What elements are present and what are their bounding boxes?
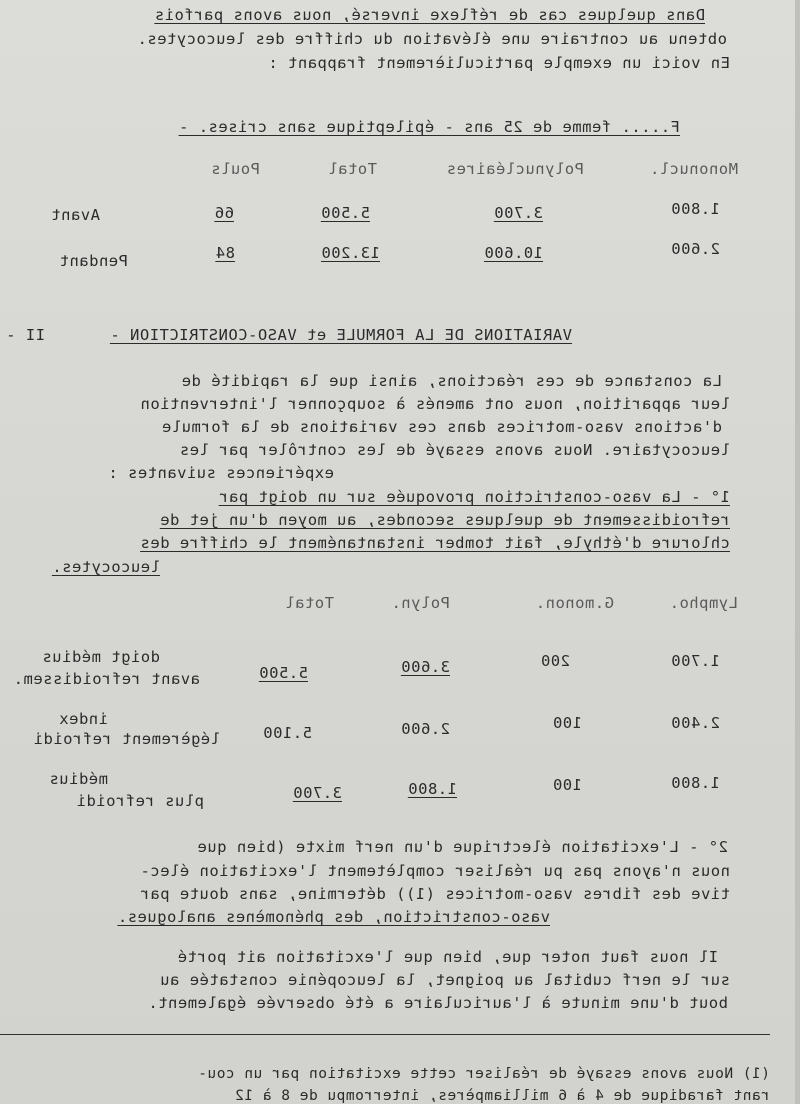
exp1-row-label: doigt médius [42,648,160,666]
exp1-line-1: 1° - La vaso-constriction provoquée sur un doigt par [218,488,730,506]
case-header-pouls: Pouls [210,160,260,178]
exp1-cell: 1.800 [670,774,720,792]
exp1-cell: 100 [552,714,582,732]
case-row-label: Pendant [59,252,128,270]
exp1-cell: 200 [540,652,570,670]
exp1-header-lympho: Lympho. [669,594,738,612]
exp1-line-3: chlorure d'éthyle, fait tomber instantanément le chiffre des [140,534,730,552]
footnote-line-2: rant faradique de 4 à 6 milliampères, interrompu de 8 à 12 [234,1088,770,1104]
exp1-cell: 2.600 [400,720,450,738]
exp2-line-3: tive des fibres vaso-motrices (1)) détermine, sans doute par [140,885,730,903]
para1-line-3: d'actions vaso-motrices dans ces variations de la formule [161,418,722,436]
case-cell: 66 [214,204,234,222]
exp2-line-2: nous n'ayons pas pu réaliser complètement l'excitation élec- [140,862,730,880]
exp1-row-label: médius [49,770,108,788]
exp1-row-label: plus refroidi [76,792,204,810]
page-edge [795,0,800,1104]
case-cell: 1.800 [670,200,720,218]
case-cell: 5.500 [320,204,370,222]
case-cell: 2.600 [670,240,720,258]
case-cell: 3.700 [493,204,543,222]
case-header-mono: Mononucl. [649,160,738,178]
exp1-header-total: Total [284,594,334,612]
case-header-poly: Polynucléaires [446,160,584,178]
case-cell: 13.200 [321,244,380,262]
para2-line-2: sur le nerf cubital au poignet, la leucopénie constatée au [159,971,730,989]
exp1-line-2: refroidissement de quelques secondes, au moyen d'un jet de [159,511,730,529]
section-number: II - [5,326,45,344]
exp1-cell: 100 [552,776,582,794]
para2-line-1: Il nous faut noter que, bien que l'excitation ait porté [177,948,718,966]
exp1-row-label: légèrement refroidi [33,730,220,748]
exp1-header-gmono: G.monon. [535,594,614,612]
para2-line-3: bout d'une minute à l'auriculaire a été observée également. [147,994,728,1012]
case-title: F..... femme de 25 ans - épileptique sans crises. - [178,118,680,136]
exp1-cell: 5.100 [262,724,312,742]
exp1-cell: 1.700 [670,652,720,670]
para1-line-1: La constance de ces réactions, ainsi que la rapidité de [181,372,722,390]
exp1-row-label: avant refroidissem. [13,670,200,688]
case-row-label: Avant [50,206,100,224]
para1-line-4: leucocytaire. Nous avons essayé de les contrôler par les [179,441,730,459]
intro-line-1: Dans quelques cas de réflexe inversé, nous avons parfois [154,6,705,24]
section-title: VARIATIONS DE LA FORMULE et VASO-CONSTRICTION - [109,326,572,344]
exp1-header-poly: Polyn. [391,594,450,612]
exp1-cell: 3.700 [292,784,342,802]
exp1-cell: 5.500 [258,664,308,682]
intro-line-3: En voici un exemple particulièrement frappant : [267,54,730,72]
case-cell: 84 [215,244,235,262]
exp1-cell: 1.800 [407,780,457,798]
para1-line-5: expériences suivantes : [107,464,334,482]
case-header-total: Total [327,160,377,178]
exp1-cell: 3.600 [400,658,450,676]
footnote-separator [0,1034,770,1035]
exp1-row-label: index [58,710,108,728]
case-cell: 10.600 [484,244,543,262]
footnote-line-1: (1) Nous avons essayé de réaliser cette excitation par un cou- [197,1066,770,1082]
exp2-line-1: 2° - L'excitation électrique d'un nerf mixte (bien que [197,838,728,856]
exp1-cell: 2.400 [670,714,720,732]
exp1-line-4: leucocytes. [51,558,160,576]
exp2-line-4: vaso-constriction, des phénomènes analogues. [117,908,550,926]
para1-line-2: leur apparition, nous ont amenés à soupçonner l'intervention [140,395,730,413]
intro-line-2: obtenu au contraire une élévation du chiffre des leucocytes. [137,30,727,48]
